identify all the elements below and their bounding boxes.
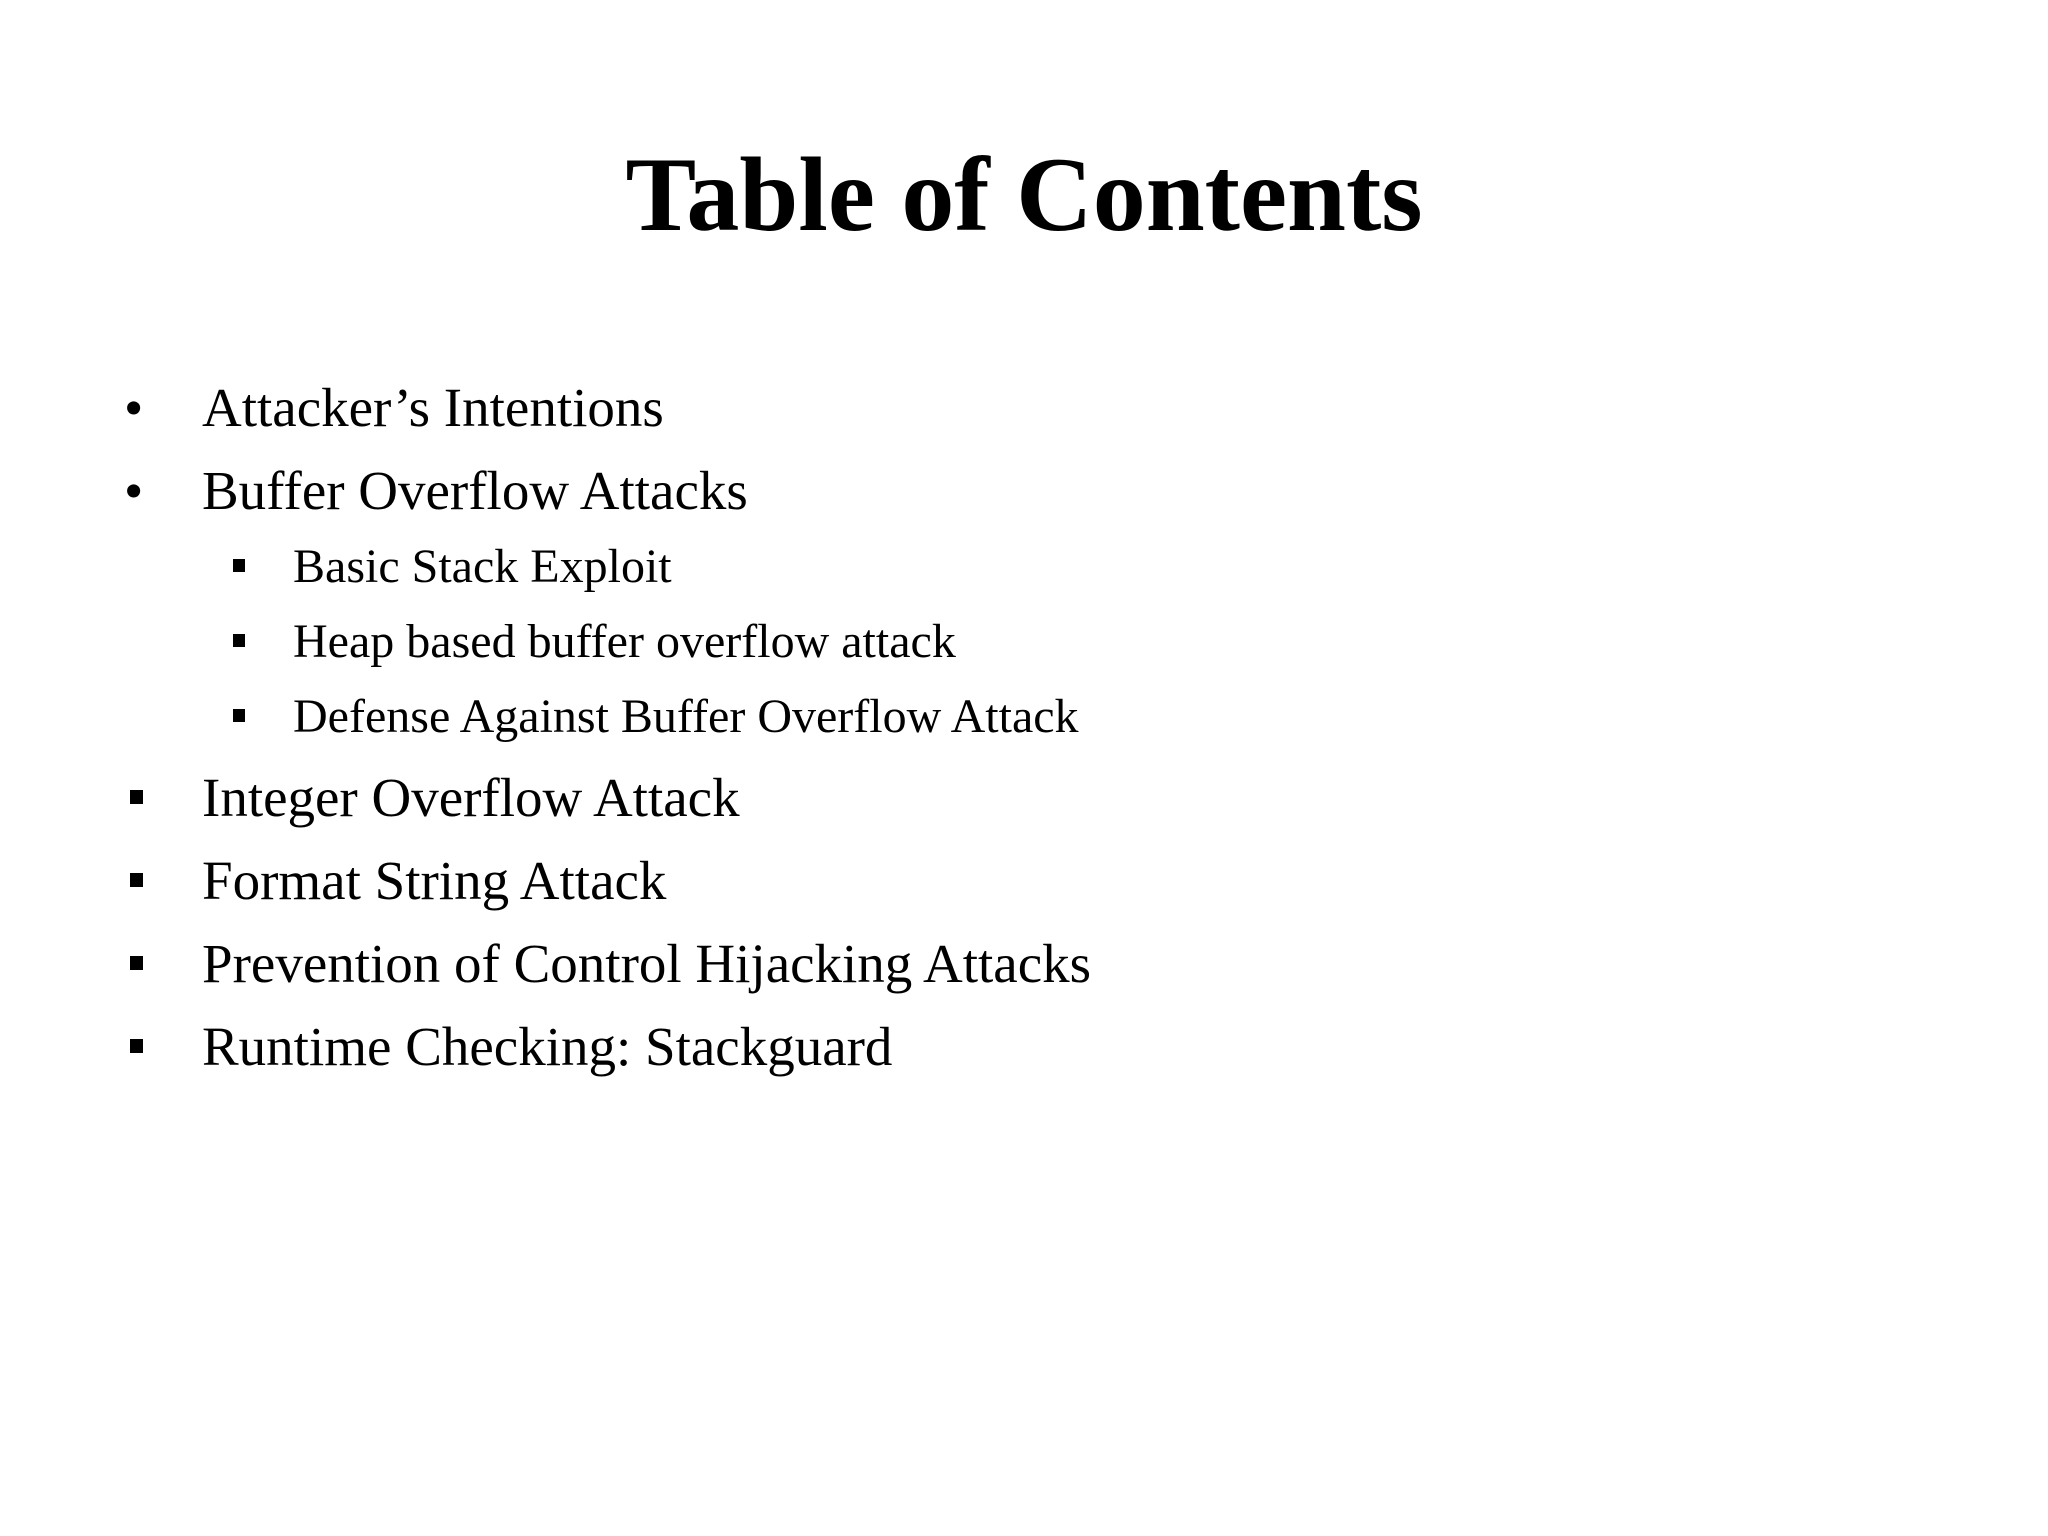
toc-item-label: Integer Overflow Attack (202, 767, 740, 828)
bullet-square-icon (130, 956, 143, 970)
bullet-square-icon (130, 790, 143, 804)
toc-subitem-label: Heap based buffer overflow attack (293, 615, 956, 668)
toc-subitem-label: Defense Against Buffer Overflow Attack (293, 690, 1079, 743)
toc-item-integer-overflow (0, 766, 2048, 830)
bullet-square-icon (233, 634, 245, 647)
toc-subitem-defense (0, 688, 2048, 746)
bullet-square-icon (233, 559, 245, 572)
toc-item-prevention (0, 932, 2048, 996)
toc-item-label: Buffer Overflow Attacks (202, 460, 748, 521)
toc-item-runtime-checking (0, 1015, 2048, 1079)
bullet-square-icon (130, 1039, 143, 1053)
toc-item-label: Prevention of Control Hijacking Attacks (202, 933, 1092, 994)
toc-item-buffer-overflow-attacks (0, 459, 2048, 523)
bullet-dot-icon: • (124, 460, 144, 521)
toc-item-attackers-intentions (0, 376, 2048, 440)
bullet-square-icon (233, 709, 245, 722)
toc-subitem-heap-overflow (0, 613, 2048, 671)
toc-item-label: Runtime Checking: Stackguard (202, 1016, 893, 1077)
toc-subitem-basic-stack-exploit (0, 538, 2048, 596)
bullet-dot-icon: • (124, 377, 144, 438)
toc-item-format-string (0, 849, 2048, 913)
toc-subitem-label: Basic Stack Exploit (293, 540, 672, 593)
slide-title: Table of Contents (625, 136, 1423, 253)
bullet-square-icon (130, 873, 143, 887)
toc-item-label: Format String Attack (202, 850, 667, 911)
toc-item-label: Attacker’s Intentions (202, 377, 664, 438)
